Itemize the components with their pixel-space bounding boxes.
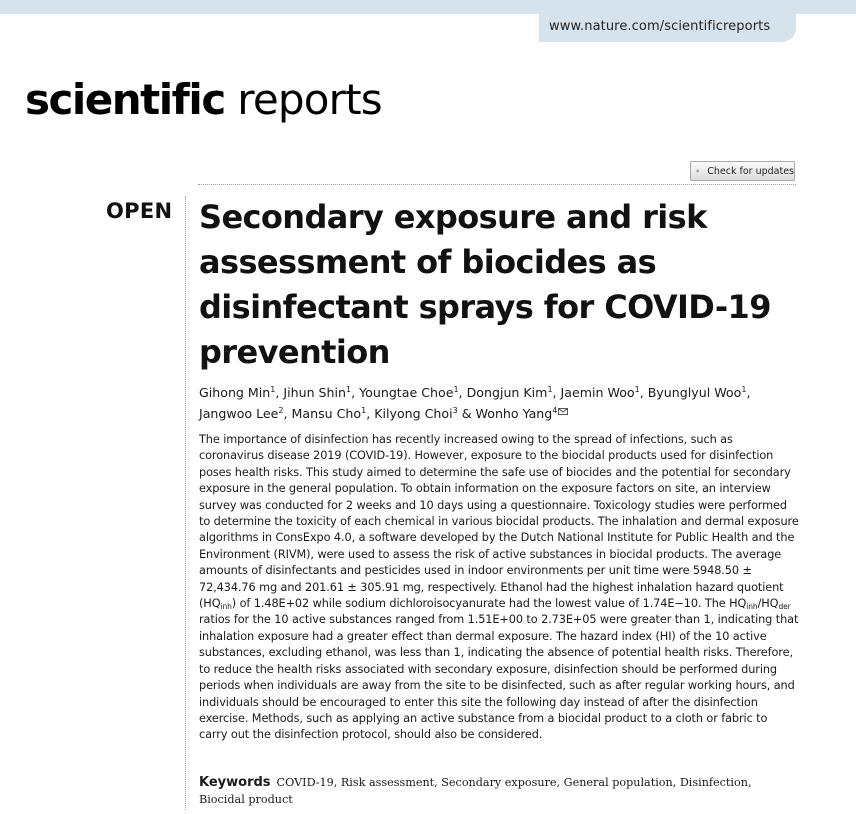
keywords-label: Keywords — [199, 775, 271, 790]
crossmark-icon — [696, 165, 699, 177]
author-list: Gihong Min$^1$, Jihun Shin$^1$, Youngtae Choe$^1$, Dongjun Kim$^1$, Jaemin Woo$^1$, Byunglyul Woo$^1$, Jangwoo Lee$^2$, Mansu Cho$^1$, Kilyong Choi$^3$ & Wonho Yang$^4$ — [199, 385, 751, 422]
journal-url[interactable]: www.nature.com/scientificreports — [549, 19, 771, 34]
email-icon[interactable] — [558, 408, 568, 415]
author[interactable]: Mansu Cho$^1$ — [291, 406, 367, 422]
open-access-label: OPEN — [106, 199, 173, 223]
journal-logo-light: reports — [224, 75, 382, 124]
author[interactable]: Jihun Shin$^1$ — [283, 385, 352, 401]
header-divider — [198, 184, 796, 185]
left-dotted-rule — [185, 196, 186, 810]
author[interactable]: Wonho Yang$^4$ — [475, 406, 558, 422]
keywords-list: COVID-19, Risk assessment, Secondary exposure, General population, Disinfection, Biocidal product — [199, 776, 752, 806]
check-for-updates-button[interactable] — [690, 161, 795, 181]
journal-logo[interactable] — [25, 76, 382, 124]
author[interactable]: Byunglyul Woo$^1$ — [647, 385, 747, 401]
author[interactable]: Dongjun Kim$^1$ — [466, 385, 553, 401]
article-title: Secondary exposure and risk assessment of biocides as disinfectant sprays for COVID-19 prevention — [199, 198, 771, 371]
author[interactable]: Jaemin Woo$^1$ — [560, 385, 640, 401]
header-band — [0, 0, 856, 14]
author[interactable]: Jangwoo Lee$^2$ — [199, 406, 284, 422]
check-for-updates-label: Check for updates — [707, 165, 794, 177]
author[interactable]: Youngtae Choe$^1$ — [359, 385, 459, 401]
abstract: The importance of disinfection has recently increased owing to the spread of infections, such as coronavirus disease 2019 (COVID-19). However, exposure to the biocidal products used for disinfection poses health risks. This study aimed to determine the safe use of biocides and the potential for secondary exposure in the general population. To obtain information on the exposure factors on site, an interview survey was conducted for 2 weeks and 10 days using a questionnaire. Toxicology studies were performed to determine the toxicity of each chemical in various biocidal products. The inhalation and dermal exposure algorithms in ConsExpo 4.0, a software developed by the Dutch National Institute for Public Health and the Environment (RIVM), were used to assess the risk of active substances in biocidal products. The average amounts of disinfectants and pesticides used in indoor environments per unit time were 5948.50 ± 72,434.76 mg and 201.61 ± 305.91 mg, respectively. Ethanol had the highest inhalation hazard quotient $(HQ_{inh})$ of 1.48E+02 while sodium dichloroisocyanurate had the lowest value of 1.74E−10. The $HQ_{inh}/HQ_{der}$ ratios for the 10 active substances ranged from 1.51E+00 to 2.73E+05 were greater than 1, indicating that inhalation exposure had a greater effect than dermal exposure. The hazard index (HI) of the 10 active substances, excluding ethanol, was less than 1, indicating the absence of potential health risks. Therefore, to reduce the health risks associated with secondary exposure, disinfection should be performed during periods when individuals are away from the site to be disinfected, such as after regular working hours, and individuals should be encouraged to enter this site the following day instead of after the disinfection exercise. Methods, such as applying an active substance from a biocidal product to a cloth or fabric to carry out the disinfection protocol, should also be considered. — [199, 433, 799, 742]
journal-logo-bold: scientific — [25, 75, 225, 124]
author[interactable]: Kilyong Choi$^3$ — [374, 406, 458, 422]
author[interactable]: Gihong Min$^1$ — [199, 385, 276, 401]
keywords — [199, 774, 799, 808]
